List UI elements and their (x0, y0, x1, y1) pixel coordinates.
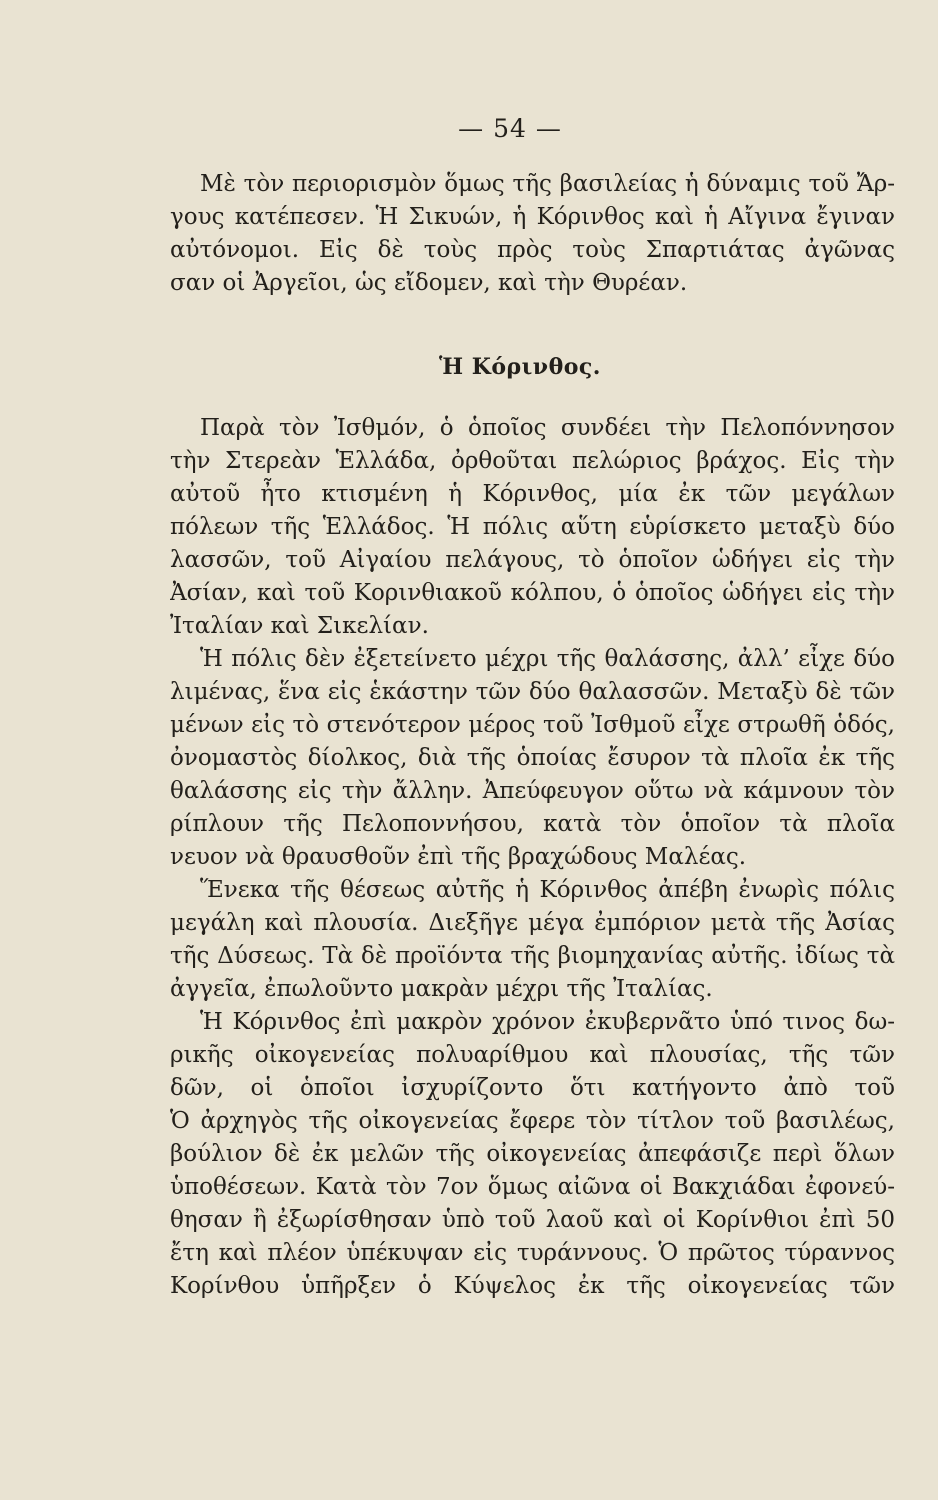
text-line: Ἡ πόλις δὲν ἐξετείνετο μέχρι τῆς θαλάσσης, ἀλλ’ εἶχε δύο (200, 646, 895, 672)
section-heading: Ἡ Κόρινθος. (439, 354, 601, 380)
text-line: ὀνομαστὸς δίολκος, διὰ τῆς ὁποίας ἔσυρον τὰ πλοῖα ἐκ τῆς (170, 745, 895, 771)
text-line: λασσῶν, τοῦ Αἰγαίου πελάγους, τὸ ὁποῖον ὡδήγει εἰς τὴν (170, 547, 895, 573)
text-line: μένων εἰς τὸ στενότερον μέρος τοῦ Ἰσθμοῦ εἶχε στρωθῆ ὁδός, (170, 712, 895, 738)
text-line: Κορίνθου ὑπῆρξεν ὁ Κύψελος ἐκ τῆς οἰκογενείας τῶν (170, 1273, 895, 1299)
text-line: νευον νὰ θραυσθοῦν ἐπὶ τῆς βραχώδους Μαλέας. (170, 844, 747, 870)
text-line: μεγάλη καὶ πλουσία. Διεξῆγε μέγα ἐμπόριον μετὰ τῆς Ἀσίας (170, 910, 895, 936)
text-line: δῶν, οἱ ὁποῖοι ἰσχυρίζοντο ὅτι κατήγοντο ἀπὸ τοῦ (170, 1075, 895, 1101)
text-line: ρικῆς οἰκογενείας πολυαρίθμου καὶ πλουσίας, τῆς τῶν (170, 1042, 895, 1068)
text-line: ἀγγεῖα, ἐπωλοῦντο μακρὰν μέχρι τῆς Ἰταλίας. (170, 976, 713, 1002)
text-line: Ἀσίαν, καὶ τοῦ Κορινθιακοῦ κόλπου, ὁ ὁποῖος ὡδήγει εἰς τὴν (170, 580, 895, 606)
text-line: τὴν Στερεὰν Ἑλλάδα, ὀρθοῦται πελώριος βράχος. Εἰς τὴν (170, 448, 895, 474)
text-line: βούλιον δὲ ἐκ μελῶν τῆς οἰκογενείας ἀπεφάσιζε περὶ ὅλων (170, 1141, 895, 1167)
page-number: — 54 — (458, 114, 562, 143)
text-line: αὐτόνομοι. Εἰς δὲ τοὺς πρὸς τοὺς Σπαρτιάτας ἀγῶνας (170, 237, 895, 263)
text-line: τῆς Δύσεως. Τὰ δὲ προϊόντα τῆς βιομηχανίας αὐτῆς. ἰδίως τὰ (170, 943, 895, 969)
text-line: Μὲ τὸν περιορισμὸν ὅμως τῆς βασιλείας ἡ δύναμις τοῦ Ἄρ- (200, 171, 895, 197)
text-line: ρίπλουν τῆς Πελοποννήσου, κατὰ τὸν ὁποῖον τὰ πλοῖα (170, 811, 895, 837)
text-line: ὑποθέσεων. Κατὰ τὸν 7ον ὅμως αἰῶνα οἱ Βακχιάδαι ἐφονεύ- (170, 1174, 895, 1200)
text-line: θησαν ἢ ἐξωρίσθησαν ὑπὸ τοῦ λαοῦ καὶ οἱ Κορίνθιοι ἐπὶ 50 (170, 1207, 895, 1233)
section-body (170, 412, 895, 1303)
text-line: Ἡ Κόρινθος ἐπὶ μακρὸν χρόνον ἐκυβερνᾶτο ὑπό τινος δω- (200, 1009, 895, 1035)
text-line: αὐτοῦ ἦτο κτισμένη ἡ Κόρινθος, μία ἐκ τῶν μεγάλων (170, 481, 895, 507)
text-line: ἔτη καὶ πλέον ὑπέκυψαν εἰς τυράννους. Ὁ πρῶτος τύραννος (170, 1240, 895, 1266)
text-line: Ὁ ἀρχηγὸς τῆς οἰκογενείας ἔφερε τὸν τίτλον τοῦ βασιλέως, (170, 1108, 895, 1134)
text-line: λιμένας, ἕνα εἰς ἑκάστην τῶν δύο θαλασσῶν. Μεταξὺ δὲ τῶν (170, 679, 895, 705)
intro-paragraph (170, 168, 895, 300)
text-line: Παρὰ τὸν Ἰσθμόν, ὁ ὁποῖος συνδέει τὴν Πελοπόννησον (200, 415, 895, 441)
text-line: σαν οἱ Ἀργεῖοι, ὡς εἴδομεν, καὶ τὴν Θυρέαν. (170, 270, 688, 296)
text-line: Ἰταλίαν καὶ Σικελίαν. (170, 613, 429, 639)
text-line: γους κατέπεσεν. Ἡ Σικυών, ἡ Κόρινθος καὶ ἡ Αἴγινα ἔγιναν (170, 204, 895, 230)
text-line: πόλεων τῆς Ἑλλάδος. Ἡ πόλις αὕτη εὑρίσκετο μεταξὺ δύο (170, 514, 895, 540)
text-line: θαλάσσης εἰς τὴν ἄλλην. Ἀπεύφευγον οὕτω νὰ κάμνουν τὸν (170, 778, 895, 804)
text-line: Ἕνεκα τῆς θέσεως αὐτῆς ἡ Κόρινθος ἀπέβη ἐνωρὶς πόλις (200, 877, 895, 903)
